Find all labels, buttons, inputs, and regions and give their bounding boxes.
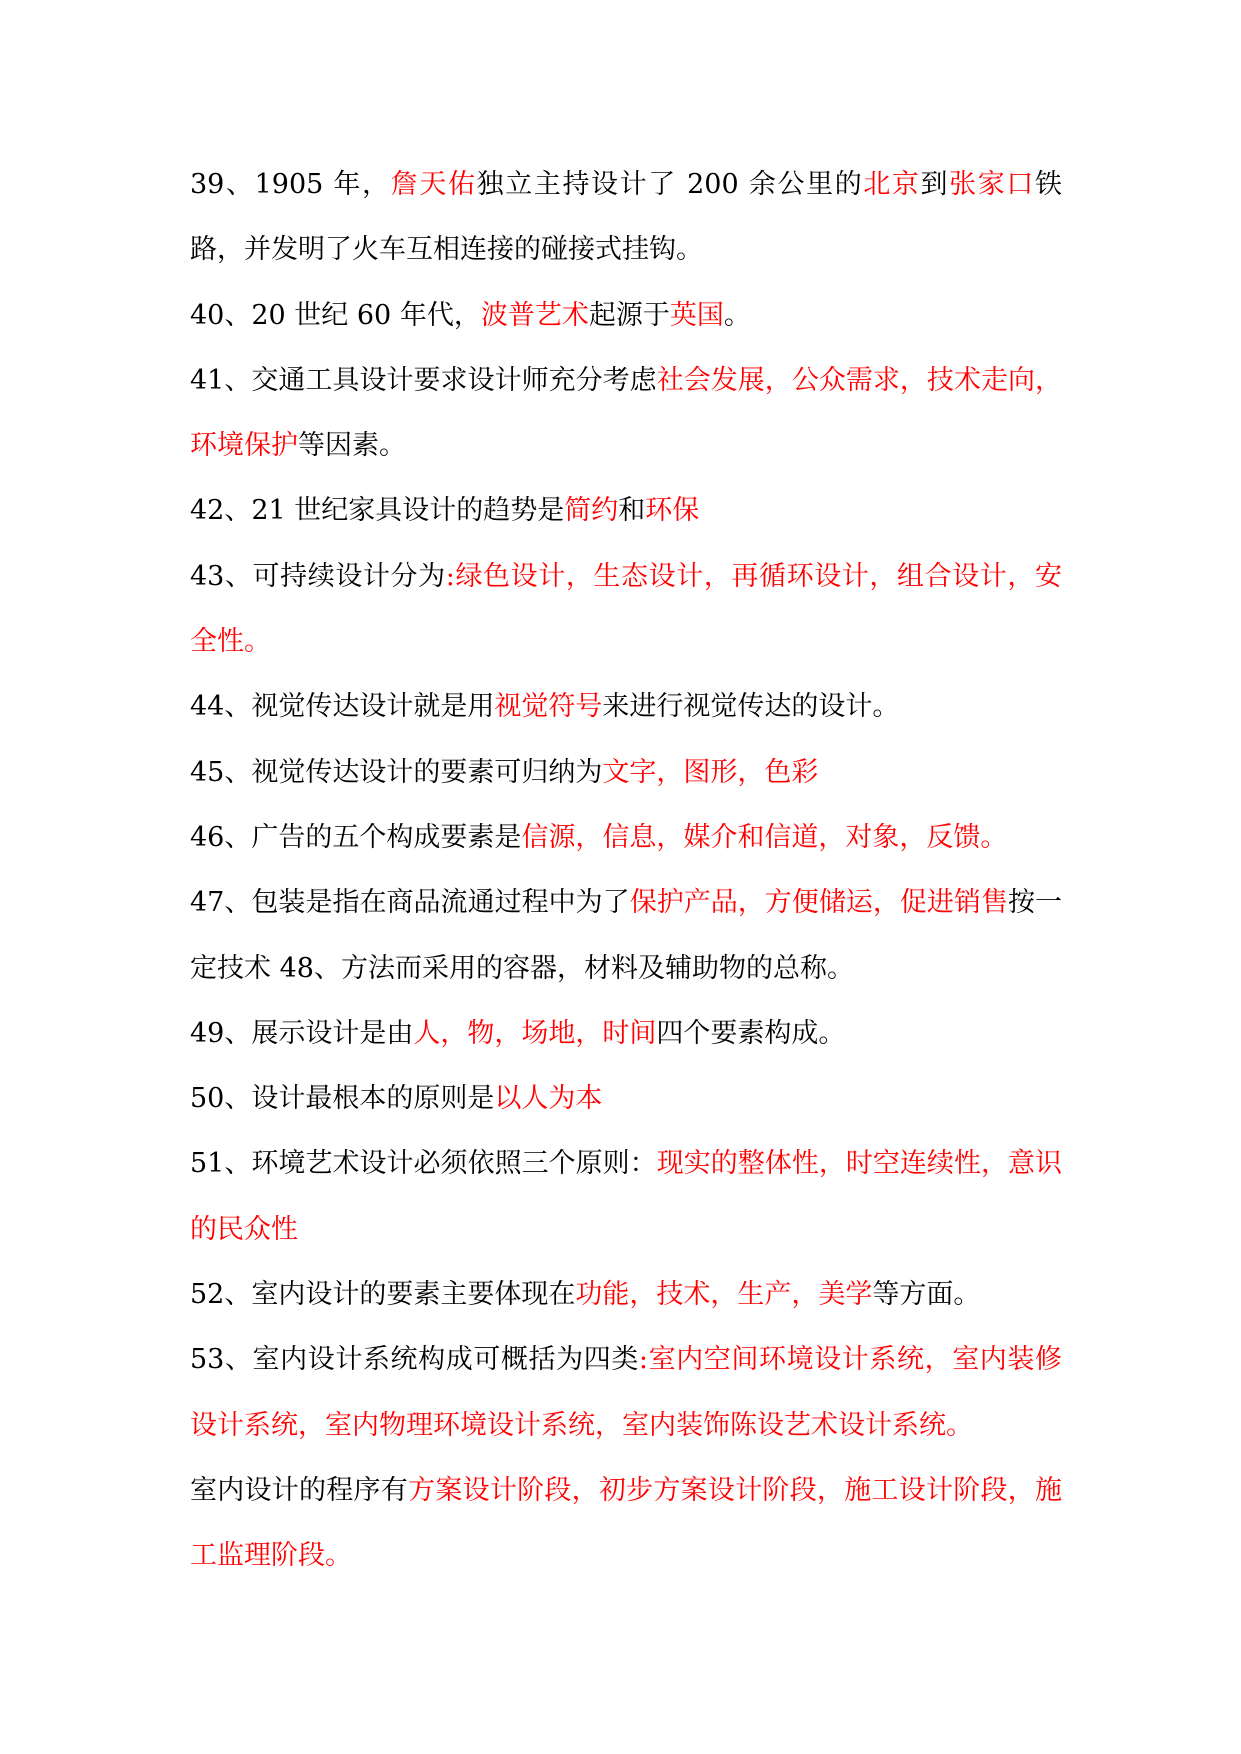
paragraph-51: [190, 1131, 1062, 1262]
question-text: 四个要素构成。: [656, 1017, 846, 1049]
question-text: 39、1905 年，: [190, 169, 391, 200]
question-text: 51、环境艺术设计必须依照三个原则：: [190, 1148, 657, 1180]
question-text: 43、可持续设计分为: [190, 560, 446, 592]
highlighted-answer-text: 简约: [564, 495, 619, 527]
highlighted-answer-text: :室内空间环境设计系统，室内装修设计系统，室内物理环境设计系统，室内装饰陈设艺术设计系统。: [190, 1344, 1062, 1441]
question-text: 独立主持设计了 200 余公里的: [476, 169, 864, 200]
highlighted-answer-text: 方案设计阶段，初步方案设计阶段，施工设计阶段，施工监理阶段。: [190, 1474, 1063, 1572]
paragraph-45: [190, 740, 1062, 805]
highlighted-answer-text: 保护产品，方便储运，促进销售: [629, 887, 1008, 919]
highlighted-answer-text: 波普艺术: [480, 299, 589, 331]
question-text: 49、展示设计是由: [190, 1017, 414, 1049]
question-text: 50、设计最根本的原则是: [190, 1083, 495, 1115]
paragraph-41: [190, 348, 1062, 479]
highlighted-answer-text: 社会发展，公众需求，技术走向，环境保护: [190, 364, 1063, 462]
question-text: 44、视觉传达设计就是用: [190, 691, 495, 723]
paragraph-50: [190, 1066, 1062, 1131]
question-text: 41、交通工具设计要求设计师充分考虑: [190, 364, 657, 396]
question-text: 到: [920, 169, 950, 200]
paragraph-40: [190, 283, 1062, 348]
highlighted-answer-text: 英国: [669, 299, 724, 331]
document-body: [190, 152, 1062, 1589]
highlighted-answer-text: 张家口: [949, 169, 1036, 200]
paragraph-42: [190, 478, 1062, 543]
question-text: 铁路，并发明了火车互相连接的碰接式挂钩。: [190, 169, 1063, 266]
highlighted-answer-text: 文字，图形，色彩: [602, 756, 819, 788]
highlighted-answer-text: 以人为本: [494, 1083, 603, 1115]
highlighted-answer-text: 现实的整体性，时空连续性，意识的民众性: [190, 1148, 1063, 1245]
question-text: 起源于: [588, 299, 670, 331]
paragraph-49: [190, 1001, 1062, 1066]
highlighted-answer-text: 功能，技术，生产，美学: [575, 1279, 873, 1311]
highlighted-answer-text: :绿色设计，生态设计，再循环设计，组合设计，安全性。: [190, 560, 1062, 658]
question-text: 来进行视觉传达的设计。: [602, 691, 900, 723]
question-text: 45、视觉传达设计的要素可归纳为: [190, 756, 603, 788]
question-text: 。: [723, 299, 751, 331]
question-text: 和: [618, 495, 646, 527]
paragraph-43: [190, 544, 1062, 675]
question-text: 46、广告的五个构成要素是: [190, 821, 522, 853]
highlighted-answer-text: 信源，信息，媒介和信道，对象，反馈。: [521, 821, 1008, 853]
question-text: 40、20 世纪 60 年代，: [190, 299, 481, 331]
document-page: [190, 152, 1062, 1589]
highlighted-answer-text: 詹天佑: [390, 169, 477, 200]
highlighted-answer-text: 环保: [645, 495, 700, 527]
paragraph-53b: [190, 1458, 1062, 1589]
highlighted-answer-text: 北京: [863, 169, 921, 200]
question-text: 室内设计的程序有: [190, 1474, 409, 1506]
highlighted-answer-text: 人，物，场地，时间: [413, 1017, 657, 1049]
paragraph-39: [190, 152, 1062, 283]
paragraph-46: [190, 805, 1062, 870]
paragraph-52: [190, 1262, 1062, 1327]
question-text: 等方面。: [872, 1279, 981, 1311]
question-text: 等因素。: [298, 430, 406, 462]
highlighted-answer-text: 视觉符号: [494, 691, 603, 723]
question-text: 52、室内设计的要素主要体现在: [190, 1279, 576, 1311]
question-text: 按一定技术 48、方法而采用的容器，材料及辅助物的总称。: [190, 887, 1063, 984]
question-text: 42、21 世纪家具设计的趋势是: [190, 495, 565, 527]
paragraph-47: [190, 870, 1062, 1001]
paragraph-44: [190, 674, 1062, 739]
question-text: 53、室内设计系统构成可概括为四类: [190, 1344, 639, 1376]
paragraph-53: [190, 1327, 1062, 1458]
question-text: 47、包装是指在商品流通过程中为了: [190, 887, 630, 919]
